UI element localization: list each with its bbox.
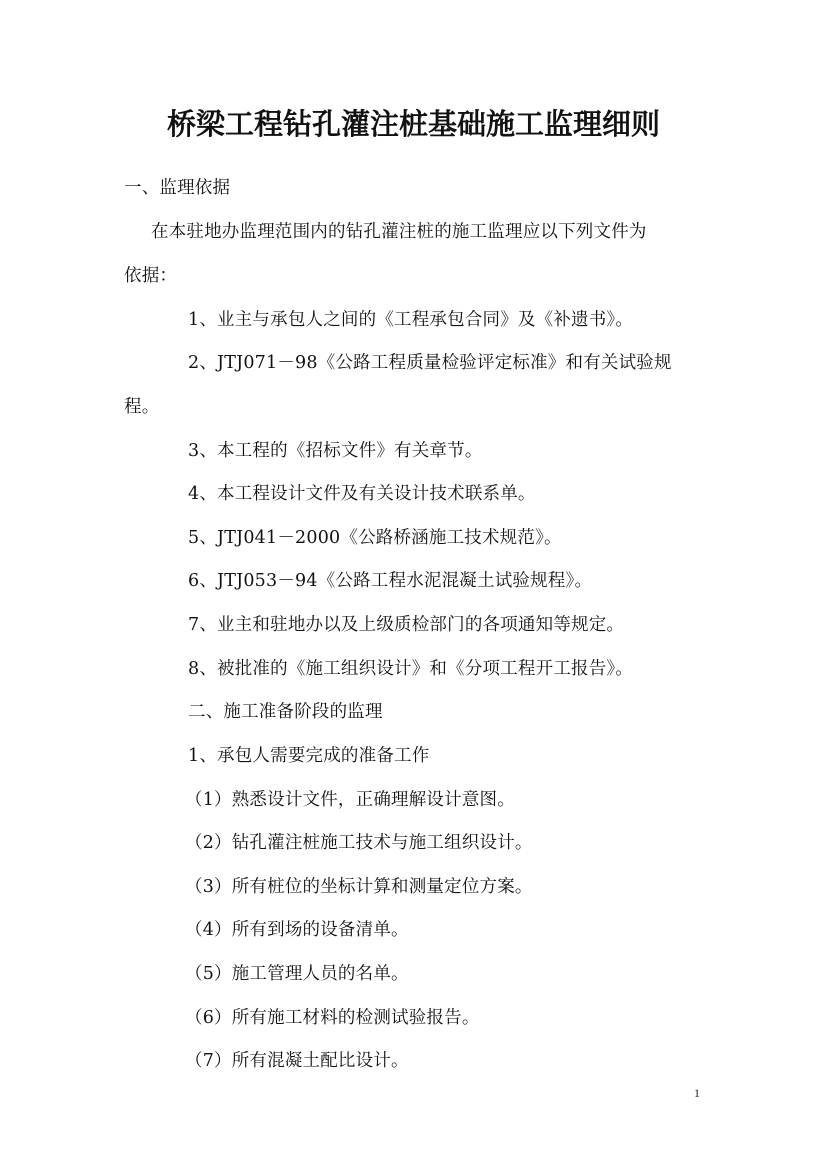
- prep-item-2: （2）钻孔灌注桩施工技术与施工组织设计。: [185, 833, 533, 853]
- basis-item-3: 3、本工程的《招标文件》有关章节。: [188, 441, 483, 461]
- prep-item-5: （5）施工管理人员的名单。: [185, 964, 409, 984]
- basis-item-1: 1、业主与承包人之间的《工程承包合同》及《补遗书》。: [188, 310, 634, 330]
- basis-item-4: 4、本工程设计文件及有关设计技术联系单。: [188, 484, 536, 504]
- prep-item-7: （7）所有混凝土配比设计。: [185, 1051, 409, 1071]
- document-title: 桥梁工程钻孔灌注桩基础施工监理细则: [166, 107, 660, 141]
- basis-item-2-continuation: 程。: [124, 397, 160, 417]
- basis-item-8: 8、被批准的《施工组织设计》和《分项工程开工报告》。: [188, 659, 634, 679]
- prep-item-3: （3）所有桩位的坐标计算和测量定位方案。: [185, 877, 533, 897]
- basis-item-6: 6、JTJ053－94《公路工程水泥混凝土试验规程》。: [188, 571, 593, 591]
- section2-subheading: 1、承包人需要完成的准备工作: [188, 746, 430, 766]
- basis-item-7: 7、业主和驻地办以及上级质检部门的各项通知等规定。: [188, 615, 625, 635]
- section1-intro-line2: 依据：: [124, 266, 178, 286]
- basis-item-5: 5、JTJ041－2000《公路桥涵施工技术规范》。: [188, 528, 562, 548]
- page-number: 1: [694, 1086, 700, 1100]
- prep-item-1: （1）熟悉设计文件，正确理解设计意图。: [185, 790, 515, 810]
- prep-item-4: （4）所有到场的设备清单。: [185, 920, 409, 940]
- basis-item-2: 2、JTJ071－98《公路工程质量检验评定标准》和有关试验规: [188, 353, 672, 373]
- section1-intro-line1: 在本驻地办监理范围内的钻孔灌注桩的施工监理应以下列文件为: [151, 222, 647, 242]
- prep-item-6: （6）所有施工材料的检测试验报告。: [185, 1008, 480, 1028]
- section1-heading: 一、监理依据: [124, 178, 231, 198]
- section2-heading: 二、施工准备阶段的监理: [188, 702, 383, 722]
